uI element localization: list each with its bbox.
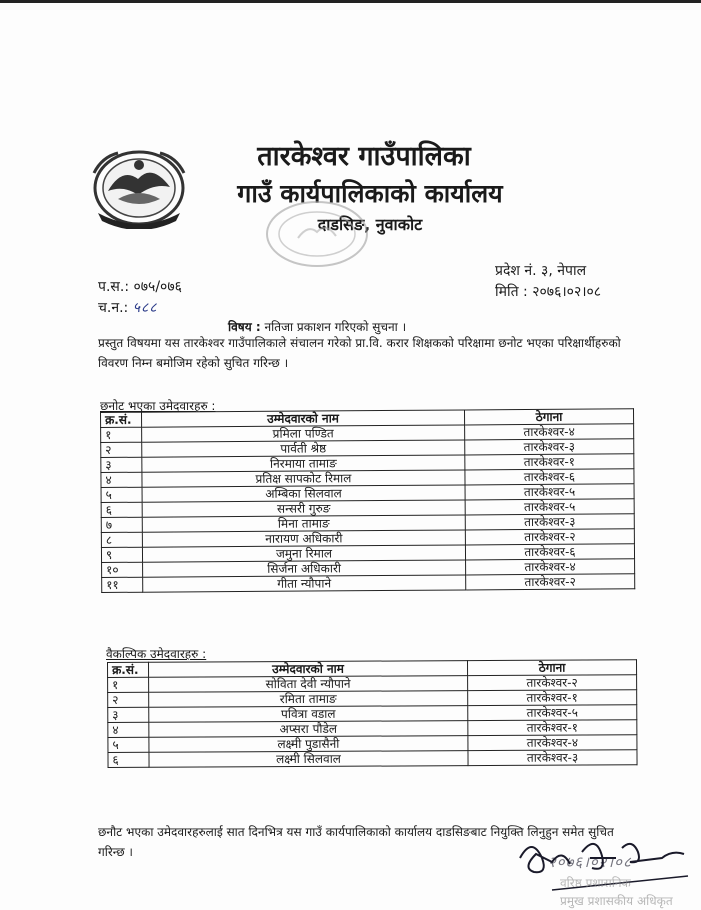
column-header-serial: क्र.सं. bbox=[101, 412, 142, 427]
cn-value-handwritten: ५८८ bbox=[132, 300, 158, 316]
cell-name: निरमाया तामाङ bbox=[142, 455, 465, 472]
cell-serial: ९ bbox=[101, 547, 142, 562]
office-title: तारकेश्वर गाउँपालिका bbox=[257, 141, 471, 172]
ps-label: प.स.: bbox=[98, 279, 130, 295]
cell-address: तारकेश्वर-४ bbox=[468, 735, 637, 751]
cell-address: तारकेश्वर-१ bbox=[468, 720, 637, 736]
date-value: २०७६।०२।०८ bbox=[532, 284, 602, 300]
cell-name: गीता न्यौपाने bbox=[143, 575, 466, 592]
date-line bbox=[495, 282, 601, 301]
office-stamp-seal bbox=[262, 198, 372, 270]
cell-name: नारायण अधिकारी bbox=[142, 530, 465, 547]
cell-name: प्रमिला पण्डित bbox=[142, 425, 465, 442]
subject-label: विषय : bbox=[228, 320, 261, 334]
table-row bbox=[102, 574, 635, 593]
table-row bbox=[108, 750, 637, 768]
nepal-emblem-logo bbox=[88, 143, 190, 229]
cell-address: तारकेश्वर-२ bbox=[466, 574, 635, 590]
cell-address: तारकेश्वर-६ bbox=[465, 544, 634, 560]
cell-address: तारकेश्वर-४ bbox=[465, 424, 634, 440]
cell-address: तारकेश्वर-२ bbox=[465, 529, 634, 545]
cell-address: तारकेश्वर-५ bbox=[465, 484, 634, 500]
cell-name: लक्ष्मी पुडासैनी bbox=[149, 736, 468, 753]
cell-name: पवित्रा वडाल bbox=[149, 706, 468, 723]
cell-address: तारकेश्वर-५ bbox=[468, 705, 637, 721]
cell-address: तारकेश्वर-३ bbox=[465, 439, 634, 455]
cell-address: तारकेश्वर-३ bbox=[468, 750, 637, 766]
cell-name: जमुना रिमाल bbox=[142, 545, 465, 562]
cell-address: तारकेश्वर-१ bbox=[468, 690, 637, 706]
cell-name: अम्बिका सिलवाल bbox=[142, 485, 465, 502]
cell-serial: ८ bbox=[101, 532, 142, 547]
cell-serial: ५ bbox=[101, 487, 142, 502]
cell-serial: १ bbox=[101, 427, 142, 442]
cell-name: अप्सरा पौडेल bbox=[149, 721, 468, 738]
cell-address: तारकेश्वर-३ bbox=[465, 514, 634, 530]
cell-name: सिर्जना अधिकारी bbox=[143, 560, 466, 577]
cell-serial: ३ bbox=[101, 457, 142, 472]
cell-serial: १० bbox=[102, 562, 143, 577]
cell-name: सोविता देवी न्यौपाने bbox=[149, 676, 468, 693]
cell-name: पार्वती श्रेष्ठ bbox=[142, 440, 465, 457]
alternate-candidates-table bbox=[107, 659, 638, 768]
cell-address: तारकेश्वर-१ bbox=[465, 454, 634, 470]
cell-serial: ३ bbox=[108, 707, 149, 722]
office-subtitle: गाउँ कार्यपालिकाको कार्यालय bbox=[237, 179, 503, 208]
cn-label: च.न.: bbox=[98, 300, 129, 316]
closing-paragraph: छनौट भएका उमेदवारहरुलाई सात दिनभित्र यस गाउँ कार्यपालिकाको कार्यालय दाडसिङबाट नियुक्ति लिनुहुन समेत सुचित गरिन्छ । bbox=[98, 825, 614, 859]
cell-address: तारकेश्वर-२ bbox=[468, 675, 637, 691]
cell-name: प्रतिक्ष सापकोट रिमाल bbox=[142, 470, 465, 487]
cell-serial: ११ bbox=[102, 577, 143, 592]
cell-serial: ४ bbox=[101, 472, 142, 487]
cell-serial: १ bbox=[108, 677, 149, 692]
cell-serial: २ bbox=[101, 442, 142, 457]
handwritten-date: २०७६।०२।०८ bbox=[548, 853, 632, 871]
faded-designation-2: प्रमुख प्रशासकीय अधिकृत bbox=[560, 894, 673, 908]
column-header-name: उम्मेदवारको नाम bbox=[142, 410, 465, 427]
cell-address: तारकेश्वर-४ bbox=[466, 559, 635, 575]
cell-name: लक्ष्मी सिलवाल bbox=[149, 751, 468, 768]
cell-name: रमिता तामाङ bbox=[149, 691, 468, 708]
column-header-serial: क्र.सं. bbox=[108, 662, 149, 677]
cell-name: मिना तामाङ bbox=[142, 515, 465, 532]
cell-serial: ५ bbox=[108, 737, 149, 752]
cell-serial: ६ bbox=[101, 502, 142, 517]
column-header-name: उम्मेदवारको नाम bbox=[149, 661, 468, 678]
column-header-address: ठेगाना bbox=[467, 660, 636, 676]
cell-address: तारकेश्वर-६ bbox=[465, 469, 634, 485]
cell-serial: ६ bbox=[108, 752, 149, 767]
cell-serial: ७ bbox=[101, 517, 142, 532]
cell-serial: २ bbox=[108, 692, 149, 707]
scan-edge-line bbox=[0, 0, 701, 3]
column-header-address: ठेगाना bbox=[464, 409, 633, 425]
ps-value: ०७५/०७६ bbox=[133, 279, 182, 295]
letter-number bbox=[98, 277, 182, 296]
selected-section-label: छनोट भएका उमेदवारहरु : bbox=[100, 399, 216, 413]
cell-name: सन्सरी गुरुङ bbox=[142, 500, 465, 517]
province-label: प्रदेश नं. ३, नेपाल bbox=[495, 263, 587, 279]
date-label: मिति : bbox=[495, 284, 528, 300]
office-location: दाडसिङ, नुवाकोट bbox=[317, 215, 423, 234]
intro-paragraph: प्रस्तुत विषयमा यस तारकेश्वर गाउँपालिकाले संचालन गरेको प्रा.वि. करार शिक्षकको परिक्षामा छनोट भएका परिक्षार्थीहरुको विवरण निम्न बमोजिम रहेको सुचित गरिन्छ । bbox=[98, 336, 621, 370]
selected-candidates-table bbox=[100, 408, 635, 593]
cell-address: तारकेश्वर-५ bbox=[465, 499, 634, 515]
alternate-section-label: वैकल्पिक उमेदवारहरु : bbox=[106, 647, 207, 661]
cell-serial: ४ bbox=[108, 722, 149, 737]
dispatch-number bbox=[98, 298, 158, 317]
faded-designation-1: वरिष्ठ प्रशासनिक bbox=[560, 876, 631, 890]
subject-text: नतिजा प्रकाशन गरिएको सुचना । bbox=[264, 320, 407, 334]
